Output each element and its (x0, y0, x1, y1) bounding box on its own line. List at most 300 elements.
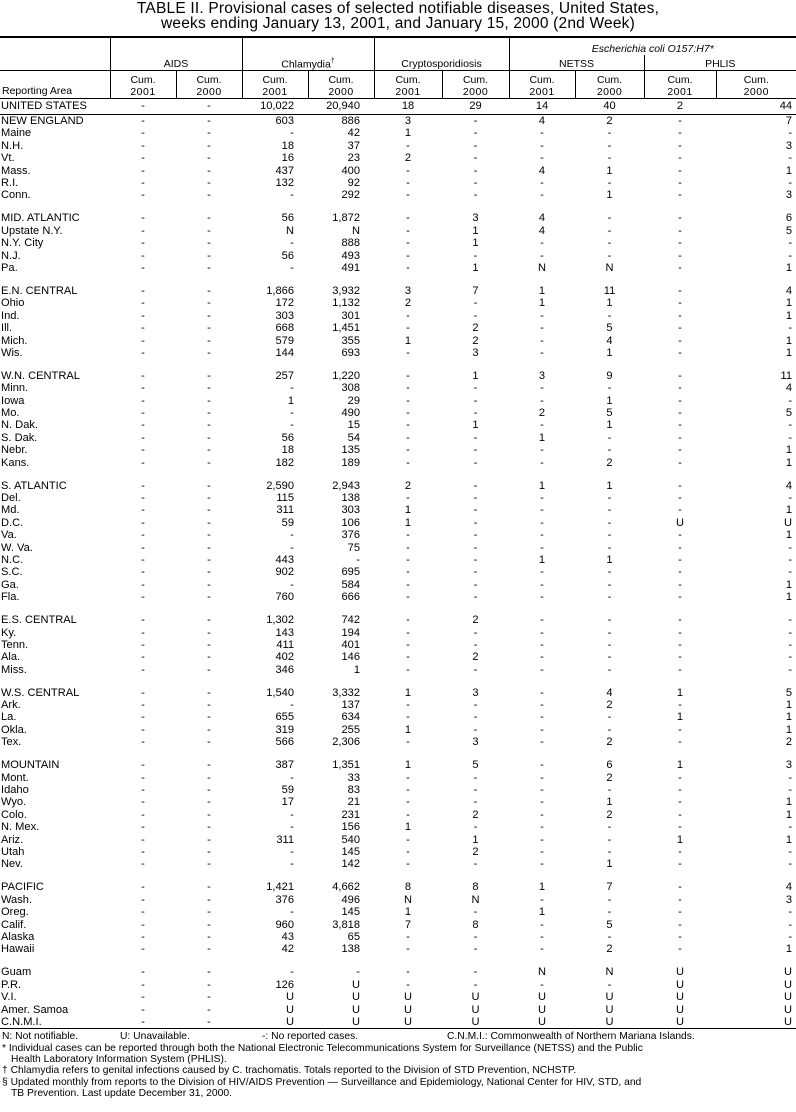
area-cell: Hawaii (1, 943, 35, 956)
value-cell: - (540, 334, 544, 347)
value-cell: 1 (785, 699, 793, 712)
value-cell: 257 (275, 369, 294, 382)
value-cell: - (678, 152, 682, 165)
value-cell: 2 (644, 99, 716, 115)
value-cell: - (207, 881, 211, 894)
area-cell: Tex. (1, 736, 22, 749)
value-cell: - (788, 237, 793, 250)
value-cell: - (540, 346, 544, 359)
value-cell: - (207, 918, 211, 931)
value-cell: - (540, 382, 544, 395)
area-cell: Ga. (1, 578, 19, 591)
value-cell: - (788, 771, 793, 784)
value-cell: U (351, 1003, 360, 1016)
value-cell: 1,872 (332, 212, 360, 225)
value-cell: - (607, 711, 612, 724)
value-cell: - (473, 516, 478, 529)
value-cell: - (406, 711, 410, 724)
area-cell: Maine (1, 127, 32, 140)
value-cell: 43 (281, 930, 294, 943)
value-cell: - (678, 444, 682, 457)
value-cell: 1 (785, 833, 793, 846)
value-cell: - (141, 943, 145, 956)
value-cell: 83 (347, 784, 360, 796)
value-cell: - (290, 419, 294, 432)
value-cell: 1,421 (266, 881, 294, 894)
value-cell: - (207, 456, 211, 469)
table-row (0, 894, 796, 906)
value-cell: - (207, 663, 211, 676)
header-row-groups (0, 55, 796, 71)
value-cell: - (678, 614, 682, 627)
value-cell: - (678, 334, 682, 347)
value-cell: - (678, 736, 682, 749)
value-cell: 2 (472, 322, 479, 335)
area-cell: R.I. (1, 177, 19, 190)
value-cell: 5 (606, 918, 613, 931)
value-cell: - (473, 529, 478, 542)
value-cell: - (678, 723, 682, 736)
value-cell: - (678, 407, 682, 420)
value-cell: - (473, 796, 478, 809)
row-spacer (0, 274, 796, 285)
value-cell: - (290, 808, 294, 821)
value-cell: - (788, 651, 793, 664)
value-cell: 1 (472, 224, 479, 237)
area-cell: Amer. Samoa (1, 1003, 69, 1016)
table-row (0, 395, 796, 407)
value-cell: - (110, 1016, 176, 1029)
value-cell: 634 (341, 711, 360, 724)
table-row (0, 457, 796, 469)
value-cell: U (675, 1003, 684, 1016)
area-cell: Wis. (1, 346, 23, 359)
value-cell: - (141, 224, 145, 237)
table-body (0, 99, 796, 1029)
value-cell: 143 (275, 626, 294, 639)
value-cell: - (290, 771, 294, 784)
value-cell: 42 (281, 943, 294, 956)
value-cell: - (207, 966, 211, 979)
table-row (0, 310, 796, 322)
value-cell: - (473, 566, 478, 579)
area-cell: S.C. (1, 566, 23, 579)
value-cell: 655 (275, 711, 294, 724)
value-cell: 7 (606, 881, 613, 894)
value-cell: - (406, 249, 410, 262)
area-cell: Okla. (1, 723, 27, 736)
value-cell: - (207, 407, 211, 420)
area-cell: Idaho (1, 784, 29, 796)
value-cell: 1 (785, 504, 793, 517)
value-cell: 92 (347, 177, 360, 190)
value-cell: - (141, 966, 145, 979)
value-cell: 4 (538, 224, 546, 237)
value-cell: - (207, 541, 211, 554)
value-cell: - (290, 846, 294, 859)
value-cell: - (788, 846, 793, 859)
value-cell: - (141, 759, 145, 772)
value-cell: 4,662 (332, 881, 360, 894)
value-cell: - (290, 407, 294, 420)
value-cell: 40 (575, 99, 644, 115)
table-row (0, 504, 796, 516)
value-cell: 5 (785, 224, 793, 237)
value-cell: 3 (404, 284, 412, 297)
value-cell: 126 (275, 978, 294, 991)
value-cell: - (607, 431, 612, 444)
value-cell: - (207, 309, 211, 322)
value-cell: - (141, 152, 145, 165)
value-cell: - (406, 638, 410, 651)
value-cell: - (607, 638, 612, 651)
value-cell: 1 (676, 711, 684, 724)
value-cell: 1 (472, 237, 479, 250)
value-cell: - (406, 419, 410, 432)
value-cell: - (678, 529, 682, 542)
value-cell: 144 (275, 346, 294, 359)
value-cell: - (406, 309, 410, 322)
value-cell: 56 (281, 249, 294, 262)
value-cell: - (540, 516, 544, 529)
value-cell: - (678, 369, 682, 382)
value-cell: - (473, 479, 478, 492)
value-cell: - (141, 918, 145, 931)
value-cell: - (406, 966, 410, 979)
value-cell: - (207, 189, 211, 202)
value-cell: - (207, 346, 211, 359)
value-cell: - (207, 858, 211, 871)
table-row (0, 529, 796, 541)
value-cell: - (141, 858, 145, 871)
value-cell: U (575, 1016, 644, 1029)
value-cell: U (784, 978, 793, 991)
value-cell: 1 (606, 554, 613, 566)
value-cell: - (406, 237, 410, 250)
value-cell: 255 (341, 723, 360, 736)
value-cell: N (285, 224, 294, 237)
value-cell: - (406, 139, 410, 152)
value-cell: 490 (341, 407, 360, 420)
value-cell: - (141, 833, 145, 846)
value-cell: - (607, 591, 612, 604)
area-cell: Fla. (1, 591, 20, 604)
value-cell: 760 (275, 591, 294, 604)
value-cell: 59 (281, 784, 294, 796)
value-cell: 18 (281, 139, 294, 152)
value-cell: - (540, 759, 544, 772)
area-cell: Del. (1, 491, 21, 504)
value-cell: 189 (341, 456, 360, 469)
value-cell: 1 (606, 796, 613, 809)
table-row (0, 858, 796, 870)
value-cell: U (784, 966, 793, 979)
value-cell: 3 (785, 759, 793, 772)
value-cell: - (788, 614, 793, 627)
value-cell: 1 (606, 346, 613, 359)
value-cell: - (406, 930, 410, 943)
value-cell: 4 (785, 479, 793, 492)
value-cell: 6 (785, 212, 793, 225)
area-cell: Ala. (1, 651, 21, 664)
value-cell: - (788, 152, 793, 165)
table-row (0, 664, 796, 676)
value-cell: - (141, 189, 145, 202)
value-cell: - (678, 638, 682, 651)
area-cell: V.I. (1, 991, 17, 1004)
table-row (0, 834, 796, 846)
value-cell: U (242, 1016, 308, 1029)
value-cell: 566 (275, 736, 294, 749)
value-cell: - (406, 858, 410, 871)
value-cell: - (788, 784, 793, 796)
value-cell: - (207, 504, 211, 517)
value-cell: - (141, 164, 145, 177)
value-cell: 194 (341, 626, 360, 639)
value-cell: 1,302 (266, 614, 294, 627)
value-cell: - (607, 212, 612, 225)
value-cell: - (141, 651, 145, 664)
value-cell: - (406, 394, 410, 407)
value-cell: U (644, 1016, 716, 1029)
value-cell: 584 (341, 578, 360, 591)
chlamydia-header: Chlamydia† (242, 55, 374, 71)
value-cell: 15 (347, 419, 360, 432)
value-cell: 1 (538, 284, 546, 297)
title-line-1: TABLE II. Provisional cases of selected notifiable diseases, United States, (136, 0, 660, 17)
value-cell: N (537, 966, 546, 979)
reporting-area-header: Reporting Area (0, 71, 110, 99)
table-row (0, 152, 796, 164)
table-row (0, 480, 796, 492)
value-cell: - (141, 906, 145, 919)
value-cell: 7 (472, 284, 479, 297)
value-cell: - (473, 115, 478, 127)
value-cell: 4 (606, 334, 613, 347)
value-cell: 902 (275, 566, 294, 579)
value-cell: 59 (281, 516, 294, 529)
value-cell: - (141, 382, 145, 395)
value-cell: 3 (785, 893, 793, 906)
value-cell: - (678, 261, 682, 274)
value-cell: 666 (341, 591, 360, 604)
value-cell: - (406, 444, 410, 457)
table-row (0, 432, 796, 444)
value-cell: - (207, 444, 211, 457)
value-cell: 3,818 (332, 918, 360, 931)
value-cell: 1 (606, 164, 613, 177)
area-cell: Mich. (1, 334, 28, 347)
value-cell: - (141, 491, 145, 504)
value-cell: 65 (347, 930, 360, 943)
value-cell: - (678, 626, 682, 639)
value-cell: - (141, 978, 145, 991)
value-cell: - (540, 127, 544, 140)
value-cell: - (290, 189, 294, 202)
table-row (0, 444, 796, 456)
table-row (0, 492, 796, 504)
table-row (0, 1004, 796, 1016)
cum-header: Cum. 2001 (644, 71, 716, 99)
value-cell: 1 (538, 479, 546, 492)
value-cell: - (678, 651, 682, 664)
value-cell: 1 (472, 369, 479, 382)
value-cell: - (788, 127, 793, 140)
value-cell: - (607, 893, 612, 906)
value-cell: 2 (606, 115, 613, 127)
value-cell: 1 (785, 164, 793, 177)
value-cell: - (540, 651, 544, 664)
value-cell: - (141, 261, 145, 274)
value-cell: - (207, 115, 211, 127)
value-cell: - (207, 284, 211, 297)
value-cell: - (607, 614, 612, 627)
value-cell: 137 (341, 699, 360, 712)
value-cell: 142 (341, 858, 360, 871)
value-cell: - (207, 771, 211, 784)
area-cell: Vt. (1, 152, 15, 165)
value-cell: 8 (404, 881, 412, 894)
value-cell: 37 (347, 139, 360, 152)
value-cell: - (207, 212, 211, 225)
value-cell: 5 (785, 407, 793, 420)
value-cell: 6 (606, 759, 613, 772)
value-cell: U (675, 516, 684, 529)
value-cell: 7 (785, 115, 793, 127)
table-row (0, 99, 796, 115)
value-cell: - (141, 711, 145, 724)
value-cell: 1 (538, 906, 546, 919)
value-cell: - (207, 224, 211, 237)
value-cell: 1 (785, 346, 793, 359)
value-cell: 2 (606, 771, 613, 784)
value-cell: 29 (347, 394, 360, 407)
value-cell: - (406, 578, 410, 591)
value-cell: - (110, 99, 176, 115)
value-cell: - (540, 699, 544, 712)
value-cell: 2,306 (332, 736, 360, 749)
value-cell: - (540, 578, 544, 591)
value-cell: 20,940 (308, 99, 374, 115)
value-cell: - (207, 686, 211, 699)
cum-header: Cum. 2001 (374, 71, 442, 99)
value-cell: 5 (606, 407, 613, 420)
value-cell: - (788, 554, 793, 566)
value-cell: U (605, 1003, 614, 1016)
value-cell: - (141, 237, 145, 250)
value-cell: 303 (341, 504, 360, 517)
value-cell: - (540, 978, 544, 991)
table-row (0, 772, 796, 784)
value-cell: - (540, 821, 544, 834)
value-cell: 1,540 (266, 686, 294, 699)
value-cell: - (678, 846, 682, 859)
value-cell: 1 (785, 456, 793, 469)
value-cell: - (141, 407, 145, 420)
title-line-2: weeks ending January 13, 2001, and January 15, 2000 (2nd Week) (161, 15, 635, 32)
value-cell: - (678, 918, 682, 931)
value-cell: U (675, 991, 684, 1004)
area-cell: E.S. CENTRAL (1, 614, 77, 627)
value-cell: 491 (341, 261, 360, 274)
area-cell: S. ATLANTIC (1, 479, 67, 492)
value-cell: U (784, 1003, 793, 1016)
value-cell: 3,932 (332, 284, 360, 297)
value-cell: 437 (275, 164, 294, 177)
value-cell: - (473, 394, 478, 407)
value-cell: - (473, 554, 478, 566)
value-cell: - (406, 554, 410, 566)
area-cell: Mass. (1, 164, 31, 177)
table-row (0, 335, 796, 347)
value-cell: - (678, 394, 682, 407)
value-cell: - (540, 504, 544, 517)
value-cell: - (207, 419, 211, 432)
value-cell: 4 (538, 212, 546, 225)
value-cell: 1 (404, 821, 412, 834)
value-cell: - (678, 930, 682, 943)
value-cell: 1 (676, 833, 684, 846)
table-row (0, 542, 796, 554)
aids-header: AIDS (110, 55, 242, 71)
value-cell: - (540, 918, 544, 931)
value-cell: 2 (404, 152, 412, 165)
value-cell: 1,866 (266, 284, 294, 297)
value-cell: - (406, 431, 410, 444)
value-cell: 695 (341, 566, 360, 579)
value-cell: - (406, 322, 410, 335)
value-cell: - (207, 369, 211, 382)
value-cell: - (678, 479, 682, 492)
value-cell: - (473, 491, 478, 504)
area-cell: N.Y. City (1, 237, 44, 250)
value-cell: U (675, 978, 684, 991)
value-cell: - (141, 821, 145, 834)
value-cell: - (406, 651, 410, 664)
value-cell: - (406, 189, 410, 202)
value-cell: - (141, 309, 145, 322)
value-cell: - (540, 456, 544, 469)
value-cell: 17 (281, 796, 294, 809)
table-row (0, 736, 796, 748)
value-cell: - (207, 491, 211, 504)
value-cell: 11 (780, 369, 793, 382)
value-cell: - (141, 177, 145, 190)
value-cell: - (290, 821, 294, 834)
value-cell: - (788, 626, 793, 639)
value-cell: - (406, 382, 410, 395)
value-cell: - (788, 566, 793, 579)
value-cell: - (607, 978, 612, 991)
value-cell: - (141, 991, 145, 1004)
value-cell: 75 (347, 541, 360, 554)
value-cell: 1,220 (332, 369, 360, 382)
value-cell: - (678, 164, 682, 177)
value-cell: - (141, 516, 145, 529)
value-cell: - (540, 846, 544, 859)
table-row (0, 919, 796, 931)
value-cell: 493 (341, 249, 360, 262)
area-cell: D.C. (1, 516, 24, 529)
value-cell: - (607, 930, 612, 943)
value-cell: 132 (275, 177, 294, 190)
value-cell: - (607, 224, 612, 237)
cum-header: Cum. 2001 (110, 71, 176, 99)
table-row (0, 237, 796, 249)
table-row (0, 711, 796, 723)
value-cell: 311 (276, 833, 294, 846)
value-cell: - (678, 249, 682, 262)
